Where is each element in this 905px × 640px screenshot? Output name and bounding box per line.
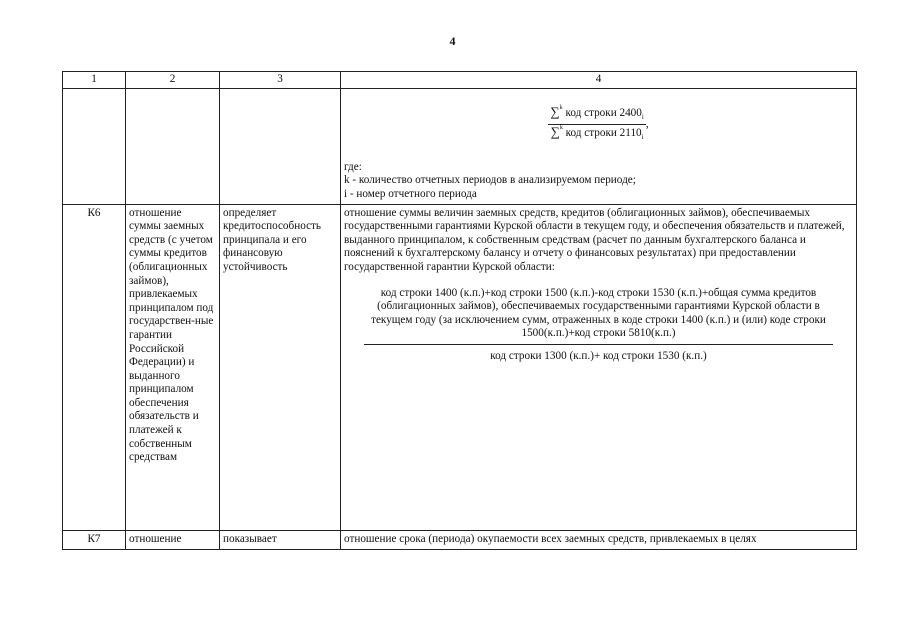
sum-fraction: [344, 105, 853, 145]
table-row: [63, 88, 857, 204]
header-col-4: 4: [341, 72, 857, 89]
cell-empty: [63, 88, 126, 204]
indicator-purpose: определяет кредитоспособность принципала и его финансовую устойчивость: [220, 204, 341, 530]
k-description: k - количество отчетных периодов в анализируемом периоде;: [344, 174, 636, 187]
denominator-text: код строки 2110: [565, 127, 642, 140]
cell-empty: [126, 88, 220, 204]
table-row: [63, 530, 857, 549]
where-label: где:: [344, 160, 362, 173]
index-sub: i: [641, 112, 644, 121]
index-sub: i: [641, 133, 644, 142]
fraction-denominator: [548, 125, 645, 145]
sum-limits: k: [559, 125, 563, 132]
sum-symbol: ∑: [550, 124, 560, 140]
table-header-row: [63, 72, 857, 89]
indicator-description: отношение срока (периода) окупаемости всех заемных средств, привлекаемых в целях: [341, 530, 857, 549]
formula-numerator: код строки 1400 (к.п.)+код строки 1500 (к.п.)-код строки 1530 (к.п.)+общая сумма кредитов (облигационных займов), обеспечиваемых государственными гарантиями Курской области в текущем году (за исключением сумм, отраженных в коде строки 1400 (к.п.) и (или) коде строки 1500(к.п.)+код строки 5810(к.п.): [364, 287, 833, 345]
header-col-2: 2: [126, 72, 220, 89]
i-description: i - номер отчетного периода: [344, 187, 477, 200]
fraction-numerator: [548, 105, 645, 126]
cell-empty: [220, 88, 341, 204]
page-number: 4: [449, 34, 456, 48]
indicator-purpose: показывает: [220, 530, 341, 549]
table-row: [63, 204, 857, 530]
numerator-text: код строки 2400: [565, 106, 642, 119]
fraction-tail: ,: [645, 117, 649, 130]
header-col-3: 3: [220, 72, 341, 89]
indicators-table: [62, 71, 857, 550]
header-col-1: 1: [63, 72, 126, 89]
sum-limits: k: [559, 104, 563, 111]
indicator-code: К7: [63, 530, 126, 549]
indicator-description: отношение суммы величин заемных средств, кредитов (облигационных займов), обеспечиваемых государственными гарантиями Курской области в текущем году, и обеспечения обязательств и платежей, выданного принципалом, к собственным средствам (расчет по данным бухгалтерского баланса и пояснений к бухгалтерскому балансу и отчету о финансовых результатах) при предоставлении государственной гарантии Курской области:: [344, 206, 845, 273]
indicator-name: отношение: [126, 530, 220, 549]
formula-cell: [341, 88, 857, 204]
indicator-description-cell: [341, 204, 857, 530]
indicator-code: К6: [63, 204, 126, 530]
indicator-name: отношение суммы заемных средств (с учетом суммы кредитов (облигационных займов), привлекаемых принципалом под государствен-ные гарантии Российской Федерации) и выданного принципалом обеспечения обязательств и платежей к собственным средствам: [126, 204, 220, 530]
formula-denominator: код строки 1300 (к.п.)+ код строки 1530 (к.п.): [490, 349, 707, 362]
sum-symbol: ∑: [550, 103, 560, 119]
